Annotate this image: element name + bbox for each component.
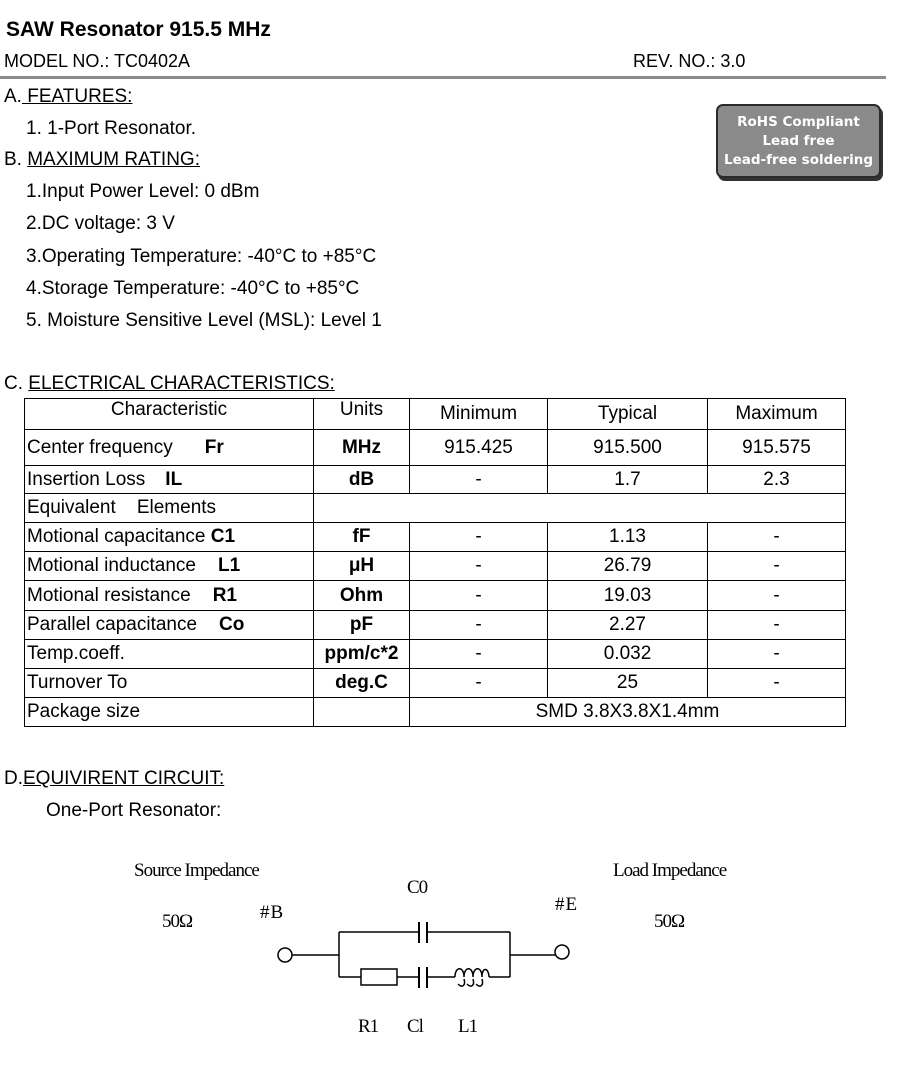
row-typ: 26.79 xyxy=(548,552,708,581)
row-unit: Ohm xyxy=(314,581,410,611)
circuit-subtitle: One-Port Resonator: xyxy=(46,800,222,821)
row-min: - xyxy=(410,552,548,581)
col-maximum: Maximum xyxy=(708,399,846,430)
features-item-1: 1. 1-Port Resonator. xyxy=(26,118,197,139)
row-max: 2.3 xyxy=(708,466,846,494)
row-unit: dB xyxy=(314,466,410,494)
row-min: 915.425 xyxy=(410,430,548,466)
row-name: Package size xyxy=(25,698,314,727)
row-typ: 2.27 xyxy=(548,611,708,640)
max-rating-item-2: 2.DC voltage: 3 V xyxy=(26,213,175,234)
page-title: SAW Resonator 915.5 MHz xyxy=(6,18,271,41)
row-min: - xyxy=(410,466,548,494)
row-name: Equivalent Elements xyxy=(25,494,314,523)
row-package-value: SMD 3.8X3.8X1.4mm xyxy=(410,698,846,727)
revision-number: REV. NO.: 3.0 xyxy=(633,51,746,71)
col-minimum: Minimum xyxy=(410,399,548,430)
row-min: - xyxy=(410,523,548,552)
resistor-r1-icon xyxy=(361,969,397,985)
circuit-prefix: D. xyxy=(4,768,23,789)
rohs-line-3: Lead-free soldering xyxy=(724,151,873,168)
inductor-l1-icon xyxy=(455,969,489,986)
electrical-prefix: C. xyxy=(4,373,29,394)
col-typical: Typical xyxy=(548,399,708,430)
row-max: - xyxy=(708,552,846,581)
row-name: Insertion Loss IL xyxy=(25,466,314,494)
row-name: Center frequency Fr xyxy=(25,430,314,466)
terminal-b-icon xyxy=(278,948,292,962)
row-unit: ppm/c*2 xyxy=(314,640,410,669)
load-impedance-label: Load Impedance xyxy=(613,860,727,881)
row-typ: 19.03 xyxy=(548,581,708,611)
row-min: - xyxy=(410,640,548,669)
c0-label: C0 xyxy=(407,877,428,898)
row-min: - xyxy=(410,581,548,611)
row-max: 915.575 xyxy=(708,430,846,466)
max-rating-item-5: 5. Moisture Sensitive Level (MSL): Level 1 xyxy=(26,310,382,331)
features-heading-text: FEATURES: xyxy=(21,86,133,107)
terminal-e-icon xyxy=(555,945,569,959)
max-rating-heading-text: MAXIMUM RATING: xyxy=(27,149,200,170)
row-max: - xyxy=(708,581,846,611)
row-unit: fF xyxy=(314,523,410,552)
row-name: Temp.coeff. xyxy=(25,640,314,669)
row-name: Motional capacitance C1 xyxy=(25,523,314,552)
row-typ: 1.7 xyxy=(548,466,708,494)
row-unit: deg.C xyxy=(314,669,410,698)
circuit-heading-text: EQUIVIRENT CIRCUIT: xyxy=(23,768,225,789)
row-typ: 0.032 xyxy=(548,640,708,669)
node-b-label: #B xyxy=(260,902,285,923)
row-max: - xyxy=(708,523,846,552)
row-typ: 915.500 xyxy=(548,430,708,466)
row-typ: 1.13 xyxy=(548,523,708,552)
max-rating-prefix: B. xyxy=(4,149,28,170)
features-prefix: A. xyxy=(4,86,22,107)
c1-label: Cl xyxy=(407,1016,423,1037)
row-unit: μH xyxy=(314,552,410,581)
l1-label: L1 xyxy=(458,1016,478,1037)
rohs-line-1: RoHS Compliant xyxy=(737,113,860,130)
col-characteristic: Characteristic xyxy=(25,399,314,430)
node-e-label: #E xyxy=(555,894,579,915)
max-rating-item-1: 1.Input Power Level: 0 dBm xyxy=(26,181,260,202)
row-max: - xyxy=(708,611,846,640)
row-unit: MHz xyxy=(314,430,410,466)
row-min: - xyxy=(410,669,548,698)
source-impedance-value: 50Ω xyxy=(162,911,193,932)
col-units: Units xyxy=(314,399,410,430)
row-min: - xyxy=(410,611,548,640)
electrical-heading-text: ELECTRICAL CHARACTERISTICS: xyxy=(28,373,335,394)
row-name: Motional resistance R1 xyxy=(25,581,314,611)
max-rating-item-4: 4.Storage Temperature: -40°C to +85°C xyxy=(26,278,360,299)
row-name: Motional inductance L1 xyxy=(25,552,314,581)
row-typ: 25 xyxy=(548,669,708,698)
row-max: - xyxy=(708,669,846,698)
row-max: - xyxy=(708,640,846,669)
max-rating-item-3: 3.Operating Temperature: -40°C to +85°C xyxy=(26,246,377,267)
load-impedance-value: 50Ω xyxy=(654,911,685,932)
rohs-line-2: Lead free xyxy=(762,132,835,149)
capacitor-c0-icon xyxy=(339,922,510,943)
row-name: Turnover To xyxy=(25,669,314,698)
row-unit: pF xyxy=(314,611,410,640)
r1-label: R1 xyxy=(358,1016,379,1037)
source-impedance-label: Source Impedance xyxy=(134,860,259,881)
capacitor-c1-icon xyxy=(419,967,427,988)
row-name: Parallel capacitance Co xyxy=(25,611,314,640)
model-number: MODEL NO.: TC0402A xyxy=(4,51,191,71)
